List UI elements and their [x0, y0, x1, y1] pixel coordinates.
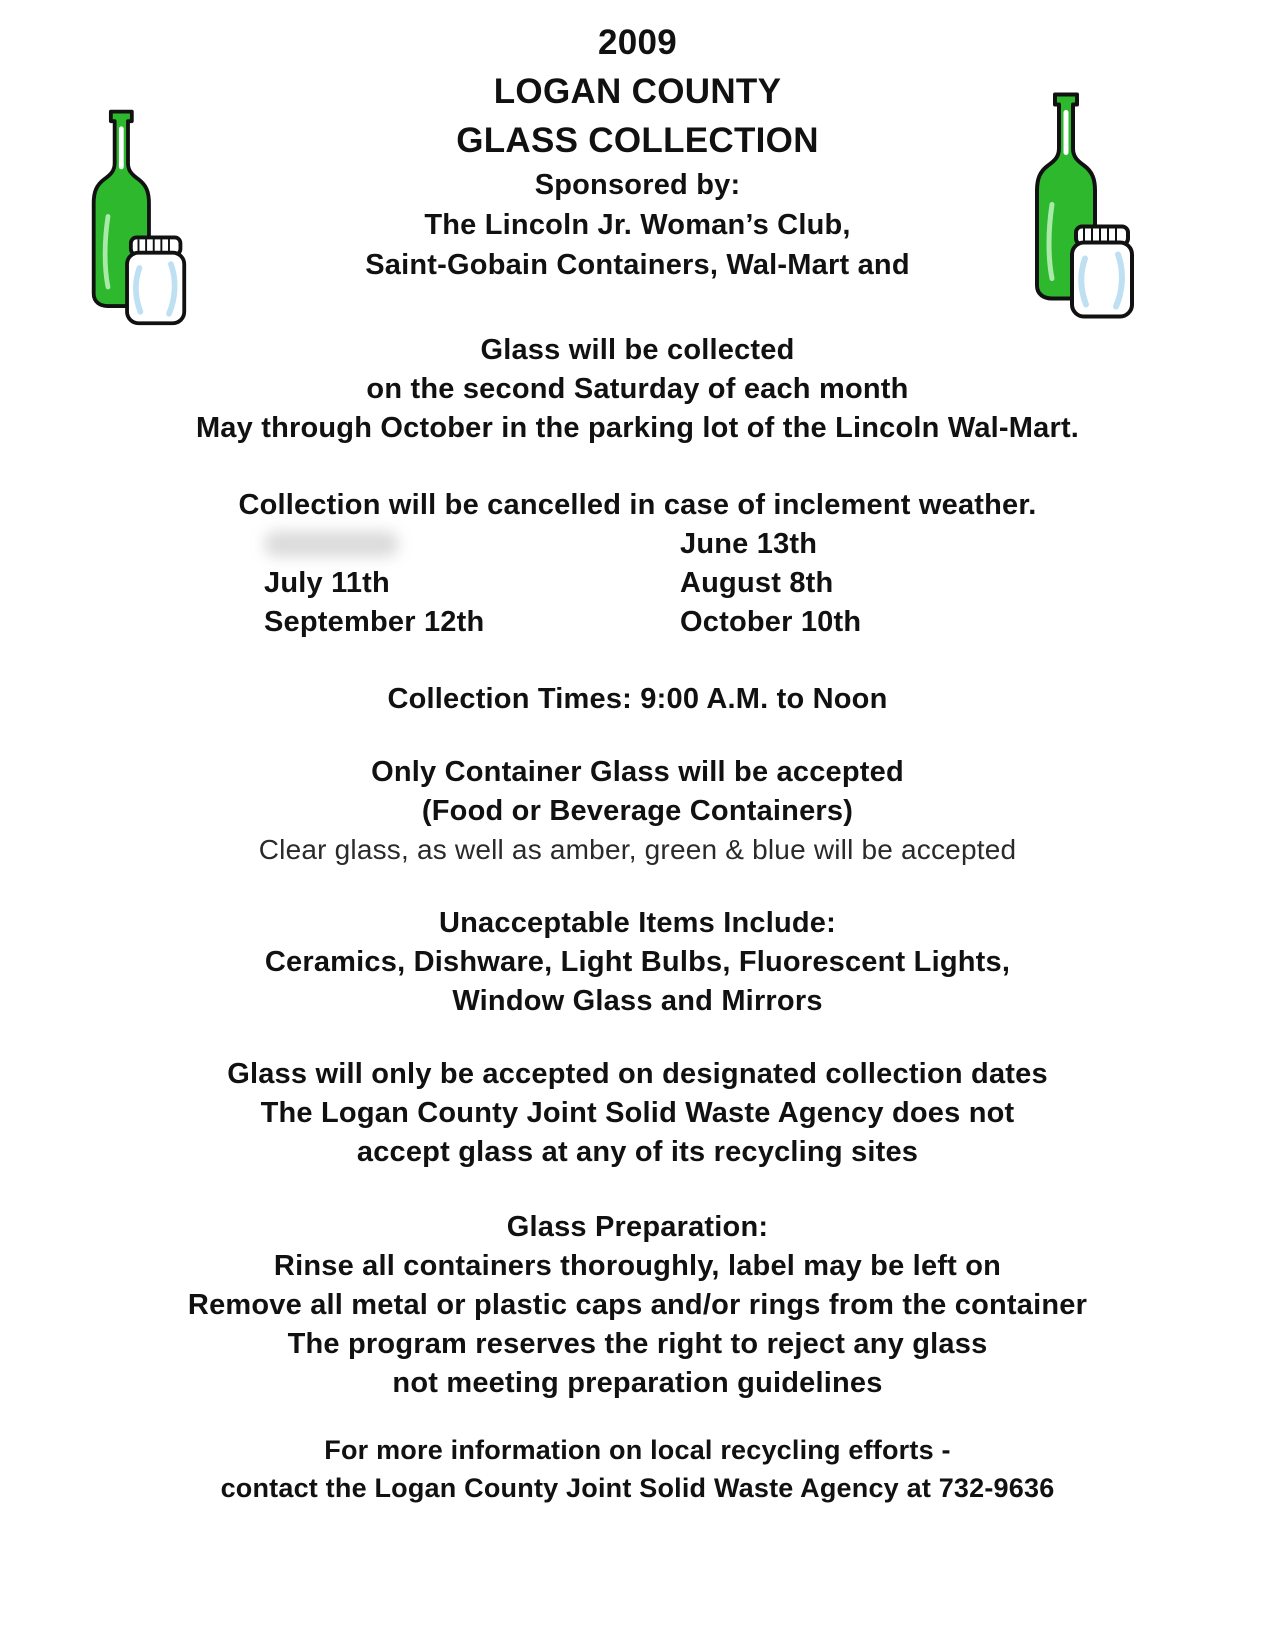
intro-line-3: May through October in the parking lot of the Lincoln Wal-Mart.: [195, 412, 1080, 444]
footer-line-2: contact the Logan County Joint Solid Waste Agency at 732-9636: [220, 1473, 1055, 1503]
title-year: 2009: [597, 23, 678, 62]
designated-line-3: accept glass at any of its recycling sites: [356, 1136, 919, 1168]
unacceptable-line-2: Window Glass and Mirrors: [452, 985, 823, 1017]
preparation-block: [0, 1208, 1275, 1403]
sponsor-line-2: Saint-Gobain Containers, Wal-Mart and: [365, 249, 910, 281]
date-august: August 8th: [680, 567, 834, 599]
date-row: [264, 525, 1124, 564]
preparation-line-3: The program reserves the right to reject any glass: [287, 1328, 988, 1360]
date-june: June 13th: [680, 528, 818, 560]
footer-line-1: For more information on local recycling efforts -: [324, 1435, 951, 1465]
collection-times: Collection Times: 9:00 A.M. to Noon: [387, 683, 888, 715]
preparation-line-4: not meeting preparation guidelines: [392, 1367, 883, 1399]
collection-dates: [264, 525, 1124, 642]
accepted-line-1: Only Container Glass will be accepted: [371, 756, 904, 788]
title-event: GLASS COLLECTION: [456, 121, 819, 160]
title-county: LOGAN COUNTY: [493, 72, 782, 111]
accepted-block: [0, 753, 1275, 868]
date-cell-redacted: [264, 525, 680, 564]
preparation-line-1: Rinse all containers thoroughly, label may be left on: [273, 1250, 1002, 1282]
date-september: September 12th: [264, 606, 485, 638]
date-row: [264, 603, 1124, 642]
designated-line-1: Glass will only be accepted on designated collection dates: [227, 1058, 1048, 1090]
accepted-note: Clear glass, as well as amber, green & blue will be accepted: [258, 834, 1017, 865]
date-july: July 11th: [264, 567, 390, 599]
footer-block: [0, 1431, 1275, 1507]
unacceptable-heading: Unacceptable Items Include:: [438, 907, 836, 939]
redacted-date-smudge: [264, 531, 399, 557]
unacceptable-line-1: Ceramics, Dishware, Light Bulbs, Fluorescent Lights,: [264, 946, 1011, 978]
designated-block: [0, 1055, 1275, 1172]
intro-line-2: on the second Saturday of each month: [366, 373, 909, 405]
sponsored-label: Sponsored by:: [534, 169, 741, 201]
intro-block: [0, 331, 1275, 448]
preparation-heading: Glass Preparation:: [506, 1211, 769, 1243]
cancellation-note: Collection will be cancelled in case of inclement weather.: [238, 489, 1037, 521]
title-block: [0, 18, 1275, 165]
intro-line-1: Glass will be collected: [480, 334, 795, 366]
accepted-line-2: (Food or Beverage Containers): [421, 795, 854, 827]
date-october: October 10th: [680, 606, 862, 638]
preparation-line-2: Remove all metal or plastic caps and/or rings from the container: [187, 1289, 1088, 1321]
unacceptable-block: [0, 904, 1275, 1021]
sponsored-block: [0, 165, 1275, 285]
designated-line-2: The Logan County Joint Solid Waste Agency does not: [260, 1097, 1015, 1129]
date-row: [264, 564, 1124, 603]
sponsor-line-1: The Lincoln Jr. Woman’s Club,: [424, 209, 851, 241]
